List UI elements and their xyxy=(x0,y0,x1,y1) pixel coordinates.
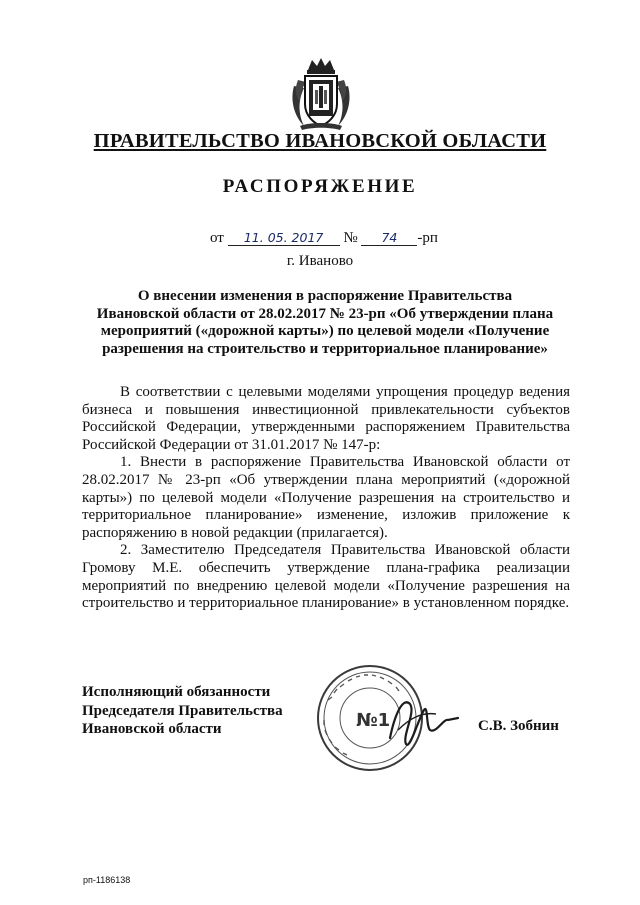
svg-text:№1: №1 xyxy=(356,710,391,731)
title-line: разрешения на строительство и территориальное планирование» xyxy=(102,340,548,357)
number-value: 74 xyxy=(361,230,417,246)
document-title xyxy=(92,288,558,358)
position-line: Ивановской области xyxy=(82,721,222,737)
city-line: г. Иваново xyxy=(286,253,354,269)
position-line: Председателя Правительства xyxy=(82,702,283,719)
date-value: 11. 05. 2017 xyxy=(228,230,340,246)
title-line: О внесении изменения в распоряжение Правительства xyxy=(137,288,513,304)
signatory-position xyxy=(82,683,283,739)
date-number-line xyxy=(210,230,438,247)
date-prefix: от xyxy=(210,230,224,246)
organization-heading: ПРАВИТЕЛЬСТВО ИВАНОВСКОЙ ОБЛАСТИ xyxy=(93,130,547,152)
coat-of-arms-icon xyxy=(290,56,352,132)
official-stamp-with-signature-icon xyxy=(298,660,468,780)
paragraph-item-2: 2. Заместителю Председателя Правительства Ивановской области Громову М.Е. обеспечить утверждение плана-графика реализации мероприятий по внедрению целевой модели «Получение разрешения на строительство и территориальное планирование» в установленном порядке. xyxy=(82,542,570,612)
position-line: Исполняющий обязанности xyxy=(82,684,271,700)
document-type-heading: РАСПОРЯЖЕНИЕ xyxy=(222,176,418,197)
document-code: рп-1186138 xyxy=(83,875,131,885)
document-body xyxy=(82,384,570,613)
number-suffix: -рп xyxy=(417,230,438,246)
paragraph-preamble: В соответствии с целевыми моделями упрощения процедур ведения бизнеса и повышения инвестиционной привлекательности субъектов Российской Федерации, утвержденными распоряжением Правительства Российской Федерации от 31.01.2017 № 147-р: xyxy=(82,384,570,453)
title-line: мероприятий («дорожной карты») по целевой модели «Получение xyxy=(100,323,550,339)
paragraph-item-1: 1. Внести в распоряжение Правительства Ивановской области от 28.02.2017 № 23-рп «Об утверждении плана мероприятий («дорожной карты») по целевой модели «Получение разрешения на строительство и территориальное планирование» изменение, изложив приложение к распоряжению в новой редакции (прилагается). xyxy=(82,454,570,541)
title-line: Ивановской области от 28.02.2017 № 23-рп «Об утверждении плана xyxy=(96,305,554,322)
number-sign: № xyxy=(343,230,358,246)
signatory-name: С.В. Зобнин xyxy=(478,718,559,734)
